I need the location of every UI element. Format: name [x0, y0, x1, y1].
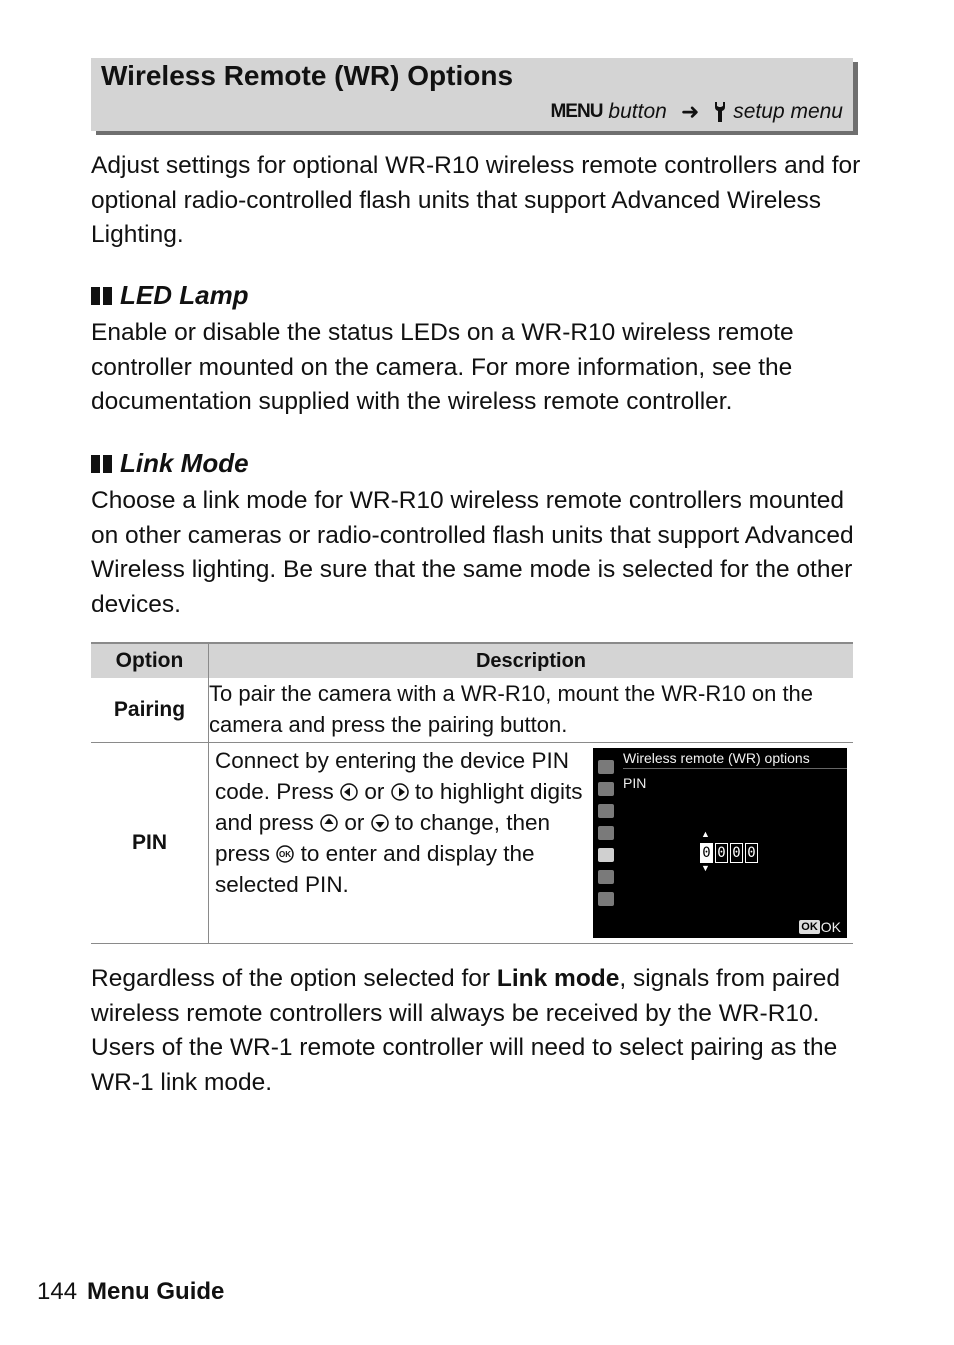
- footer-section-title: Menu Guide: [87, 1278, 225, 1305]
- menu-path: [550, 99, 843, 125]
- camera-screen-illustration: [593, 748, 847, 938]
- chevron-down-icon: ▼: [701, 863, 710, 873]
- retouch-tab-icon: [598, 870, 614, 884]
- link-mode-term: Link mode: [496, 965, 620, 992]
- wrench-icon: [713, 101, 727, 123]
- pin-desc-part: to enter and display the selected PIN.: [215, 841, 535, 897]
- description-pin: [209, 743, 854, 944]
- led-lamp-heading: [91, 280, 249, 311]
- closing-text-pre: Regardless of the option selected for: [91, 965, 497, 992]
- pin-digits: [700, 843, 758, 863]
- arrow-right-icon: ➜: [680, 99, 700, 124]
- pin-desc-part: or: [364, 779, 385, 804]
- movie-tab-icon: [598, 804, 614, 818]
- camera-ok-hint: [799, 919, 841, 935]
- ok-button-icon: [276, 845, 294, 863]
- table-row: [91, 678, 853, 743]
- table-row: [91, 743, 853, 944]
- pin-digit: 0: [700, 843, 713, 863]
- camera-tab-icon: [598, 782, 614, 796]
- pin-digit: 0: [730, 843, 743, 863]
- link-mode-paragraph: Choose a link mode for WR-R10 wireless remote controllers mounted on other cameras or radio-controlled flash units that support Advanced Wireless lighting. Be sure that the same mode is selected for the other devices.: [91, 487, 854, 618]
- multi-selector-down-icon: [371, 814, 389, 832]
- camera-screen-title: Wireless remote (WR) options: [623, 750, 847, 769]
- section-marker-icon: [91, 455, 112, 473]
- pin-digit: 0: [715, 843, 728, 863]
- table-header-row: [91, 643, 853, 678]
- section-marker-icon: [91, 287, 112, 305]
- pin-digit: 0: [745, 843, 758, 863]
- closing-text-post: , signals from paired wireless remote controllers will always be received by the WR-R10. Users of the WR-1 remote controller will need to select pairing as the WR-1 link mode.: [91, 965, 840, 1096]
- led-lamp-heading-text: LED Lamp: [120, 280, 249, 310]
- svg-text:OK: OK: [279, 850, 292, 859]
- multi-selector-right-icon: [391, 783, 409, 801]
- link-mode-heading: [91, 448, 249, 479]
- page-title: Wireless Remote (WR) Options: [101, 60, 514, 91]
- led-lamp-paragraph: Enable or disable the status LEDs on a WR-R10 wireless remote controller mounted on the camera. For more information, see the documentation supplied with the wireless remote controller.: [91, 319, 794, 415]
- option-pin: PIN: [91, 743, 209, 944]
- pin-desc-part: or: [344, 810, 365, 835]
- camera-screen-subtitle: PIN: [623, 775, 647, 791]
- intro-paragraph: Adjust settings for optional WR-R10 wireless remote controllers and for optional radio-controlled flash units that support Advanced Wireless Lighting.: [91, 152, 861, 248]
- playback-tab-icon: [598, 760, 614, 774]
- pin-desc-part: to highlight digits and press: [215, 779, 583, 835]
- ok-badge-icon: OK: [801, 921, 818, 933]
- column-header-option: Option: [91, 643, 209, 678]
- link-mode-heading-text: Link Mode: [120, 448, 249, 478]
- multi-selector-up-icon: [320, 814, 338, 832]
- page-footer: [37, 1278, 224, 1306]
- page-number: 144: [37, 1278, 78, 1305]
- pencil-tab-icon: [598, 826, 614, 840]
- pin-desc-part: Connect by entering the device PIN code. Press: [215, 748, 569, 804]
- my-menu-tab-icon: [598, 892, 614, 906]
- column-header-description: Description: [209, 643, 854, 678]
- option-pairing: Pairing: [91, 678, 209, 743]
- closing-paragraph: [91, 962, 861, 1100]
- camera-menu-tabs: [595, 760, 617, 914]
- path-menu-text: setup menu: [733, 100, 843, 123]
- pin-description-text: [215, 745, 585, 900]
- path-button-text: button: [608, 100, 667, 123]
- options-table: [91, 642, 853, 944]
- multi-selector-left-icon: [340, 783, 358, 801]
- ok-label: OK: [820, 919, 841, 935]
- description-pairing: To pair the camera with a WR-R10, mount the WR-R10 on the camera and press the pairing button.: [209, 678, 854, 743]
- menu-button-label: MENU: [550, 101, 603, 122]
- chevron-up-icon: ▲: [701, 829, 710, 839]
- wrench-tab-icon: [598, 848, 614, 862]
- header-banner: [91, 58, 853, 131]
- pin-desc-part: to change, then press: [215, 810, 551, 866]
